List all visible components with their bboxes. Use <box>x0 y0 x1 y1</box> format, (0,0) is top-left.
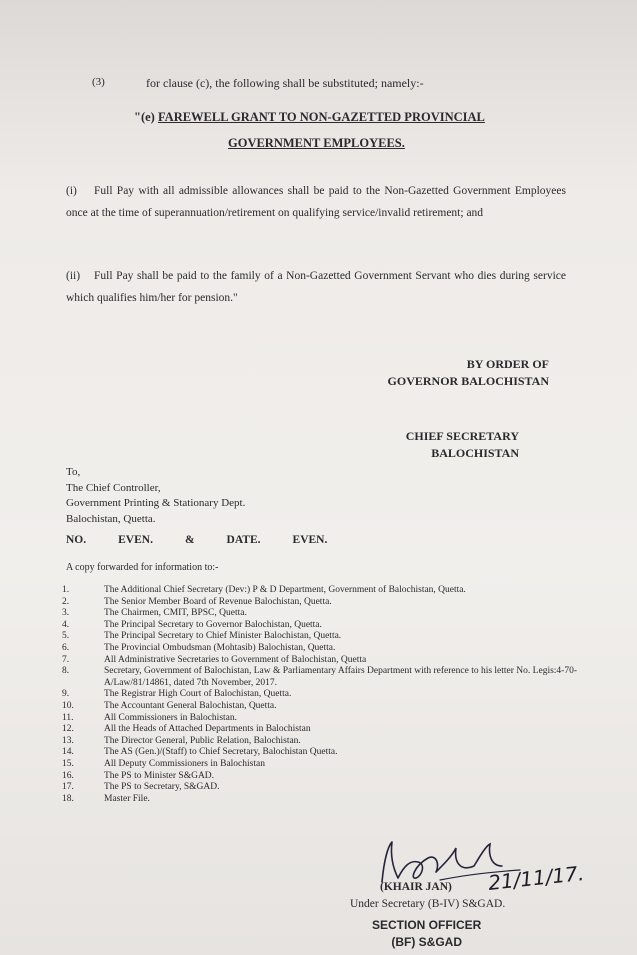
signer-designation: Under Secretary (B-IV) S&GAD. <box>350 898 506 910</box>
list-item <box>62 771 584 783</box>
list-item-text: The Provincial Ombudsman (Mohtasib) Balochistan, Quetta. <box>104 642 336 653</box>
list-item <box>62 759 584 771</box>
paragraph-label: (i) <box>66 185 77 197</box>
copy-list <box>62 585 584 805</box>
list-item-number: 15. <box>62 758 74 769</box>
reference-number-line <box>66 534 359 546</box>
list-item-number: 8. <box>62 666 70 677</box>
list-item <box>62 713 584 725</box>
heading-line-2: GOVERNMENT EMPLOYEES. <box>228 136 405 150</box>
list-item <box>62 736 584 748</box>
list-item-text: The Accountant General Balochistan, Quetta. <box>104 700 277 711</box>
list-item-text: All Administrative Secretaries to Government of Balochistan, Quetta <box>104 654 367 665</box>
ref-even-2: EVEN. <box>292 534 328 546</box>
list-item-text: Master File. <box>104 793 150 804</box>
list-item <box>62 782 584 794</box>
list-item <box>62 689 584 701</box>
heading-prefix: "(e) <box>134 110 155 124</box>
recipient-line-1: The Chief Controller, <box>66 481 161 494</box>
clause-number: (3) <box>92 76 105 88</box>
list-item-number: 14. <box>62 747 74 758</box>
section-officer-stamp <box>372 917 481 951</box>
list-item-text: All Commissioners in Balochistan. <box>104 712 237 723</box>
list-item <box>62 747 584 759</box>
by-order-block <box>388 356 549 390</box>
list-item-number: 7. <box>62 654 70 665</box>
clause-text: for clause (c), the following shall be substituted; namely:- <box>146 76 424 90</box>
list-item-number: 5. <box>62 631 70 642</box>
list-item-number: 4. <box>62 619 70 630</box>
list-item <box>62 585 584 597</box>
list-item <box>62 794 584 806</box>
forwarded-heading: A copy forwarded for information to:- <box>66 562 219 573</box>
list-item <box>62 631 584 643</box>
ref-date: DATE. <box>226 534 261 546</box>
signer-name: (KHAIR JAN) <box>380 881 452 893</box>
list-item-number: 3. <box>62 608 70 619</box>
list-item-text: The Senior Member Board of Revenue Balochistan, Quetta. <box>104 596 332 607</box>
ref-amp: & <box>184 534 195 546</box>
list-item-text: All the Heads of Attached Departments in Balochistan <box>104 724 311 735</box>
list-item-text: The Registrar High Court of Balochistan, Quetta. <box>104 689 292 700</box>
chief-line-2: BALOCHISTAN <box>431 446 519 460</box>
paragraph-text: Full Pay with all admissible allowances shall be paid to the Non-Gazetted Government Employees once at the time of superannuation/retirement on qualifying service/invalid retirement; and <box>66 185 566 219</box>
list-item <box>62 666 584 689</box>
list-item-number: 11. <box>62 712 74 723</box>
paragraph-text: Full Pay shall be paid to the family of a Non-Gazetted Government Servant who dies during service which qualifies him/her for pension." <box>66 270 566 304</box>
list-item-text: The Director General, Public Relation, Balochistan. <box>104 735 301 746</box>
list-item <box>62 701 584 713</box>
list-item-number: 18. <box>62 793 74 804</box>
recipient-block <box>66 465 245 527</box>
list-item-number: 13. <box>62 735 74 746</box>
chief-secretary-block <box>406 428 519 462</box>
list-item-number: 9. <box>62 689 70 700</box>
recipient-line-3: Balochistan, Quetta. <box>66 512 156 525</box>
stamp-line-2: (BF) S&GAD <box>391 935 462 949</box>
list-item-text: The Principal Secretary to Chief Minister Balochistan, Quetta. <box>104 631 342 642</box>
recipient-line-2: Government Printing & Stationary Dept. <box>66 497 246 509</box>
to-label: To, <box>66 466 81 478</box>
by-order-line-1: BY ORDER OF <box>466 357 549 371</box>
list-item <box>62 643 584 655</box>
list-item-text: The AS (Gen.)/(Staff) to Chief Secretary, Balochistan Quetta. <box>104 747 338 758</box>
list-item-number: 1. <box>62 585 70 595</box>
list-item <box>62 724 584 736</box>
list-item-number: 10. <box>62 700 74 711</box>
list-item-text: The PS to Minister S&GAD. <box>104 770 215 781</box>
list-item <box>62 655 584 667</box>
chief-line-1: CHIEF SECRETARY <box>405 429 519 443</box>
paragraph-ii <box>66 265 566 309</box>
list-item <box>62 608 584 620</box>
list-item <box>62 620 584 632</box>
by-order-line-2: GOVERNOR BALOCHISTAN <box>387 374 549 388</box>
heading-title-1: FAREWELL GRANT TO NON-GAZETTED PROVINCIAL <box>157 110 485 124</box>
ref-even-1: EVEN. <box>118 534 153 546</box>
paragraph-i <box>66 180 566 224</box>
paragraph-label: (ii) <box>66 270 81 282</box>
handwritten-date: 21/11/17. <box>487 861 586 895</box>
heading-line-1 <box>134 110 485 125</box>
list-item-text: The Additional Chief Secretary (Dev:) P & D Department, Government of Balochistan, Quetta. <box>104 585 466 595</box>
list-item-number: 16. <box>62 770 74 781</box>
list-item-text: Secretary, Government of Balochistan, Law & Parliamentary Affairs Department with reference to his letter No. Legis:4-70-A/Law/81/14861, dated 7th November, 2017. <box>104 666 577 688</box>
list-item-text: All Deputy Commissioners in Balochistan <box>104 758 265 769</box>
list-item-number: 6. <box>62 642 70 653</box>
list-item-text: The PS to Secretary, S&GAD. <box>104 782 220 793</box>
stamp-line-1: SECTION OFFICER <box>372 918 482 932</box>
ref-no: NO. <box>66 534 87 546</box>
list-item-text: The Chairmen, CMIT, BPSC, Quetta. <box>104 608 247 619</box>
list-item-text: The Principal Secretary to Governor Balochistan, Quetta. <box>104 619 322 630</box>
list-item-number: 12. <box>62 724 74 735</box>
list-item <box>62 597 584 609</box>
list-item-number: 2. <box>62 596 70 607</box>
list-item-number: 17. <box>62 782 74 793</box>
